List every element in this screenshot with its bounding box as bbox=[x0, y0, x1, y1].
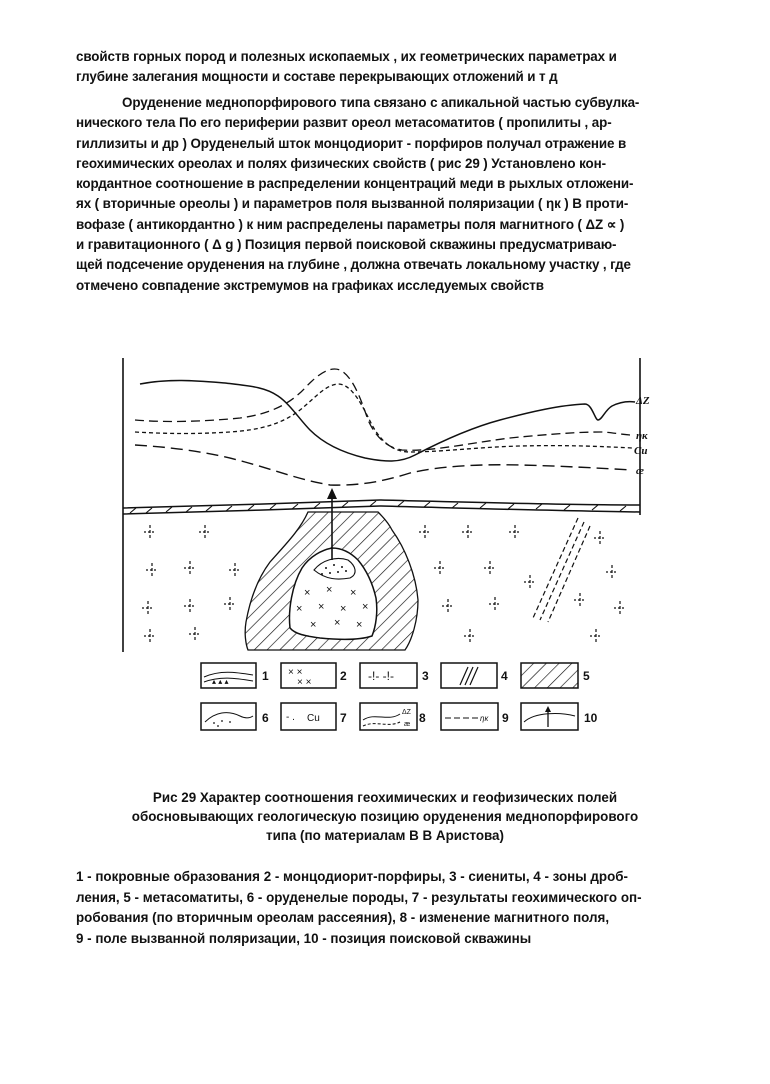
caption-line: типа (по материалам В В Аристова) bbox=[266, 828, 504, 843]
svg-text:× ×: × × bbox=[288, 667, 303, 678]
cover-layer bbox=[123, 500, 640, 514]
text-line: Оруденение меднопорфирового типа связано с апикальной частью субвулка- bbox=[122, 95, 640, 110]
svg-text:2: 2 bbox=[340, 669, 347, 683]
text-line: геохимических ореолах и полях физических свойств ( рис 29 ) Установлено кон- bbox=[76, 155, 606, 171]
svg-text:×: × bbox=[350, 587, 357, 599]
legend-line: 1 - покровные образования 2 - монцодиорит-порфиры, 3 - сиениты, 4 - зоны дроб- bbox=[76, 869, 628, 884]
text-line: свойств горных пород и полезных ископаемых , их геометрических параметрах и bbox=[76, 49, 617, 64]
label-eta-k: ηк bbox=[636, 430, 648, 442]
caption-line: Рис 29 Характер соотношения геохимических и геофизических полей bbox=[152, 790, 618, 805]
label-ae: æ bbox=[636, 465, 644, 477]
text-line: кордантное соотношение в распределении концентраций меди в рыхлых отложени- bbox=[76, 176, 634, 192]
text-line: гиллизиты и др ) Оруденелый шток монцодиорит - порфиров получал отражение в bbox=[76, 135, 627, 151]
resistivity-curve bbox=[135, 445, 632, 485]
text-line: щей подсечение оруденения на глубине , должна отвечать локальному участку , где bbox=[76, 257, 631, 273]
legend-item-magnetic-change bbox=[360, 703, 426, 730]
svg-text:▴ ▴ ▴: ▴ ▴ ▴ bbox=[212, 677, 229, 686]
svg-text:7: 7 bbox=[340, 711, 347, 725]
svg-text:5: 5 bbox=[583, 669, 590, 683]
svg-text:×: × bbox=[362, 601, 369, 613]
svg-text:×: × bbox=[340, 603, 347, 615]
svg-text:ΔZ: ΔZ bbox=[402, 709, 411, 716]
svg-text:×: × bbox=[310, 619, 317, 631]
svg-text:4: 4 bbox=[501, 669, 508, 683]
svg-text:×: × bbox=[318, 601, 325, 613]
figure-caption bbox=[100, 788, 670, 845]
svg-text:æ: æ bbox=[404, 721, 411, 728]
legend-item-crushing-zone bbox=[441, 663, 508, 688]
legend-item-cover bbox=[201, 663, 269, 688]
caption-line: обосновывающих геологическую позицию оруденения меднопорфирового bbox=[131, 809, 639, 824]
svg-text:6: 6 bbox=[262, 711, 269, 725]
borehole-arrow bbox=[327, 488, 337, 499]
text-line: ях ( вторичные ореолы ) и параметров поля вызванной поляризации ( ηк ) В проти- bbox=[76, 196, 629, 212]
svg-text:ηк: ηк bbox=[480, 714, 489, 723]
legend-row-2 bbox=[201, 703, 598, 730]
legend-item-metasomatite bbox=[521, 663, 590, 688]
legend-line: ления, 5 - метасоматиты, 6 - оруденелые породы, 7 - результаты геохимического оп- bbox=[76, 889, 642, 905]
svg-text:×: × bbox=[304, 587, 311, 599]
text-line: вофазе ( антикордантно ) к ним распределены параметры поля магнитного ( ΔZ ∝ ) bbox=[76, 216, 625, 232]
svg-text:× ×: × × bbox=[297, 677, 312, 688]
label-delta-z: ΔZ bbox=[636, 395, 650, 407]
svg-text:×: × bbox=[296, 603, 303, 615]
svg-text:3: 3 bbox=[422, 669, 429, 683]
svg-text:-!- -!-: -!- -!- bbox=[368, 669, 394, 683]
magnetic-field-curve bbox=[140, 380, 635, 461]
text-line: глубине залегания мощности и составе перекрывающих отложений и т д bbox=[76, 69, 558, 85]
legend-item-syenite bbox=[360, 663, 429, 688]
svg-text:×: × bbox=[326, 584, 333, 596]
svg-text:10: 10 bbox=[584, 711, 598, 725]
text-line: отмечено совпадение экстремумов на графиках исследуемых свойств bbox=[76, 277, 544, 293]
svg-text:- .: - . bbox=[286, 712, 295, 723]
figure-legend-explanation bbox=[76, 867, 724, 949]
svg-text:×: × bbox=[356, 619, 363, 631]
svg-text:9: 9 bbox=[502, 711, 509, 725]
legend-item-ore-rocks bbox=[201, 703, 269, 730]
label-cu: Cu bbox=[634, 445, 648, 457]
legend-item-induced-polarization bbox=[441, 703, 509, 730]
svg-text:1: 1 bbox=[262, 669, 269, 683]
crushing-zone bbox=[533, 518, 590, 622]
legend-item-geochem-sampling bbox=[281, 703, 347, 730]
copper-concentration-curve bbox=[135, 384, 632, 452]
svg-text:×: × bbox=[334, 617, 341, 629]
legend-item-borehole-position bbox=[521, 703, 598, 730]
legend-line: 9 - поле вызванной поляризации, 10 - позиция поисковой скважины bbox=[76, 930, 532, 946]
legend-row-1 bbox=[201, 663, 590, 688]
svg-text:8: 8 bbox=[419, 711, 426, 725]
svg-text:Cu: Cu bbox=[307, 713, 320, 724]
text-line: нического тела По его периферии развит ореол метасоматитов ( пропилиты , ар- bbox=[76, 115, 612, 131]
legend-item-monzodiorite bbox=[281, 663, 347, 688]
text-line: и гравитационного ( Δ g ) Позиция первой поисковой скважины предусматриваю- bbox=[76, 237, 617, 253]
legend-line: робования (по вторичным ореолам рассеяния), 8 - изменение магнитного поля, bbox=[76, 910, 610, 925]
